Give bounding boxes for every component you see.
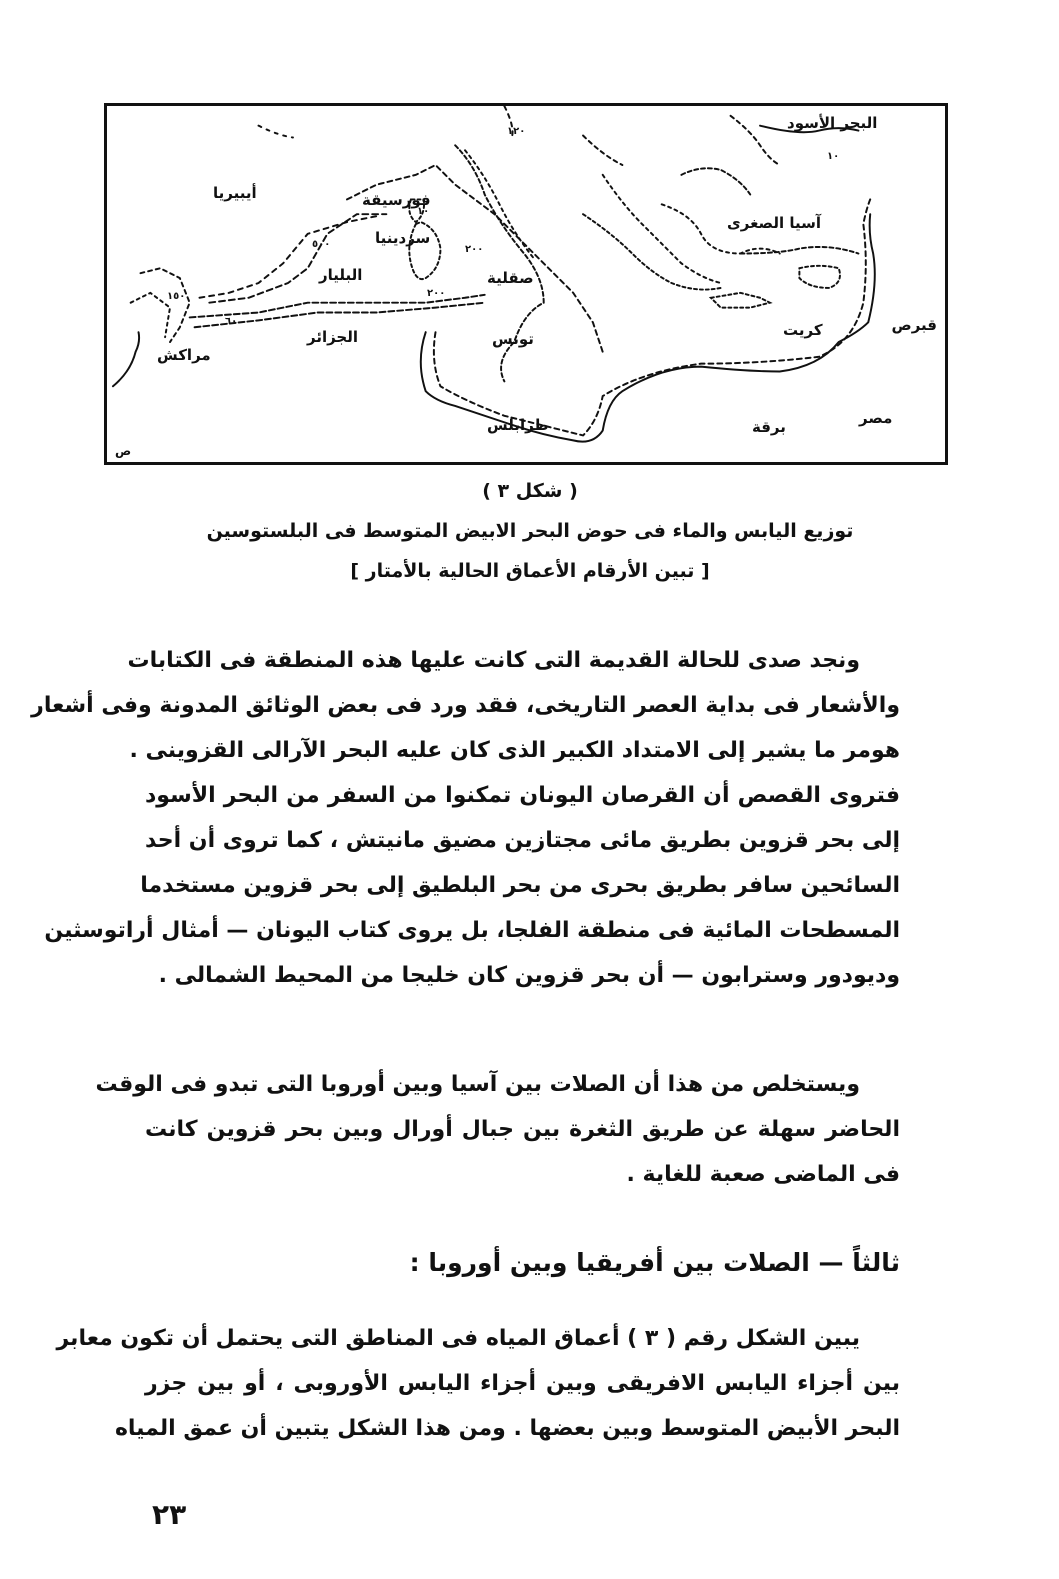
- map-label-corsica: فورسيقة: [362, 191, 431, 209]
- figure-number: ( شكل ٣ ): [482, 480, 578, 502]
- text-line: الحاضر سهلة عن طريق الثغرة بين جبال أورال وبين بحر قزوين كانت: [145, 1117, 900, 1142]
- figure-title: توزيع اليابس والماء فى حوض البحر الابيض المتوسط فى البلستوسين: [206, 520, 854, 542]
- text-line: المسطحات المائية فى منطقة الفلجا، بل يروى كتاب اليونان — أمثال أراتوسثين: [44, 918, 900, 943]
- depth-value: ١٢٠: [507, 126, 526, 137]
- depth-value: ١٠: [827, 151, 840, 162]
- depth-value: ٥٠٠: [312, 239, 331, 250]
- map-label-algeria: الجزائر: [307, 328, 359, 346]
- paragraph-2: [95, 1062, 900, 1197]
- section-heading: ثالثاً — الصلات بين أفريقيا وبين أوروبا :: [409, 1248, 900, 1277]
- text-line: يبين الشكل رقم ( ٣ ) أعماق المياه فى المناطق التى يحتمل أن تكون معابر: [56, 1326, 860, 1351]
- map-label-tripoli: طرابلس: [487, 416, 549, 434]
- figure-note: [ تبين الأرقام الأعماق الحالية بالأمتار ]: [350, 560, 710, 582]
- map-label-asia-minor: آسيا الصغرى: [727, 214, 821, 232]
- map-label-crete: كريت: [783, 321, 823, 339]
- map-label-sicily: صقلية: [487, 269, 534, 287]
- map-label-iberia: أيبيريا: [213, 184, 257, 202]
- depth-value: ٢٠٠: [465, 244, 484, 255]
- text-line: السائحين سافر بطريق بحرى من بحر البلطيق إلى بحر قزوين مستخدما: [140, 873, 900, 898]
- map-label-corner: ص: [115, 444, 132, 458]
- map-label-morocco: مراكش: [157, 346, 211, 364]
- text-line: وديودور وسترابون — أن بحر قزوين كان خليجا من المحيط الشمالى .: [158, 963, 900, 988]
- map-label-cyprus: قبرص: [891, 316, 937, 334]
- text-line: ونجد صدى للحالة القديمة التى كانت عليها هذه المنطقة فى الكتابات: [127, 648, 860, 673]
- text-line: بين أجزاء اليابس الافريقى وبين أجزاء اليابس الأوروبى ، أو بين جزر: [145, 1371, 900, 1396]
- map-label-cyrenaica: برقة: [752, 418, 786, 436]
- text-line: إلى بحر قزوين بطريق مائى مجتازين مضيق مانيتش ، كما تروى أن أحد: [145, 828, 900, 853]
- map-label-tunis: تونس: [492, 330, 534, 348]
- map-label-sardinia: سردينيا: [375, 229, 431, 247]
- text-line: فتروى القصص أن القرصان اليونان تمكنوا من السفر من البحر الأسود: [145, 783, 900, 808]
- map-label-balearic: البليار: [319, 266, 363, 284]
- map-figure: [104, 103, 948, 465]
- text-line: والأشعار فى بداية العصر التاريخى، فقد ورد فى بعض الوثائق المدونة وفى أشعار: [31, 693, 900, 718]
- text-line: ويستخلص من هذا أن الصلات بين آسيا وبين أوروبا التى تبدو فى الوقت: [95, 1072, 860, 1097]
- map-label-egypt: مصر: [859, 409, 893, 427]
- page-number: ٢٣: [152, 1498, 187, 1531]
- text-line: البحر الأبيض المتوسط وبين بعضها . ومن هذا الشكل يتبين أن عمق المياه: [114, 1416, 900, 1441]
- depth-value: ٦٠: [225, 316, 238, 327]
- paragraph-1: [31, 638, 900, 998]
- section-paragraph: [56, 1316, 900, 1451]
- depth-value: ٢٠٠: [427, 288, 446, 299]
- depth-value: ١٥٠: [167, 291, 186, 302]
- map-label-black-sea: البحر الأسود: [787, 114, 878, 132]
- depth-value: ١٠: [417, 206, 430, 217]
- text-line: هومر ما يشير إلى الامتداد الكبير الذى كان عليه البحر الآرالى القزوينى .: [129, 738, 900, 763]
- text-line: فى الماضى صعبة للغاية .: [626, 1162, 900, 1187]
